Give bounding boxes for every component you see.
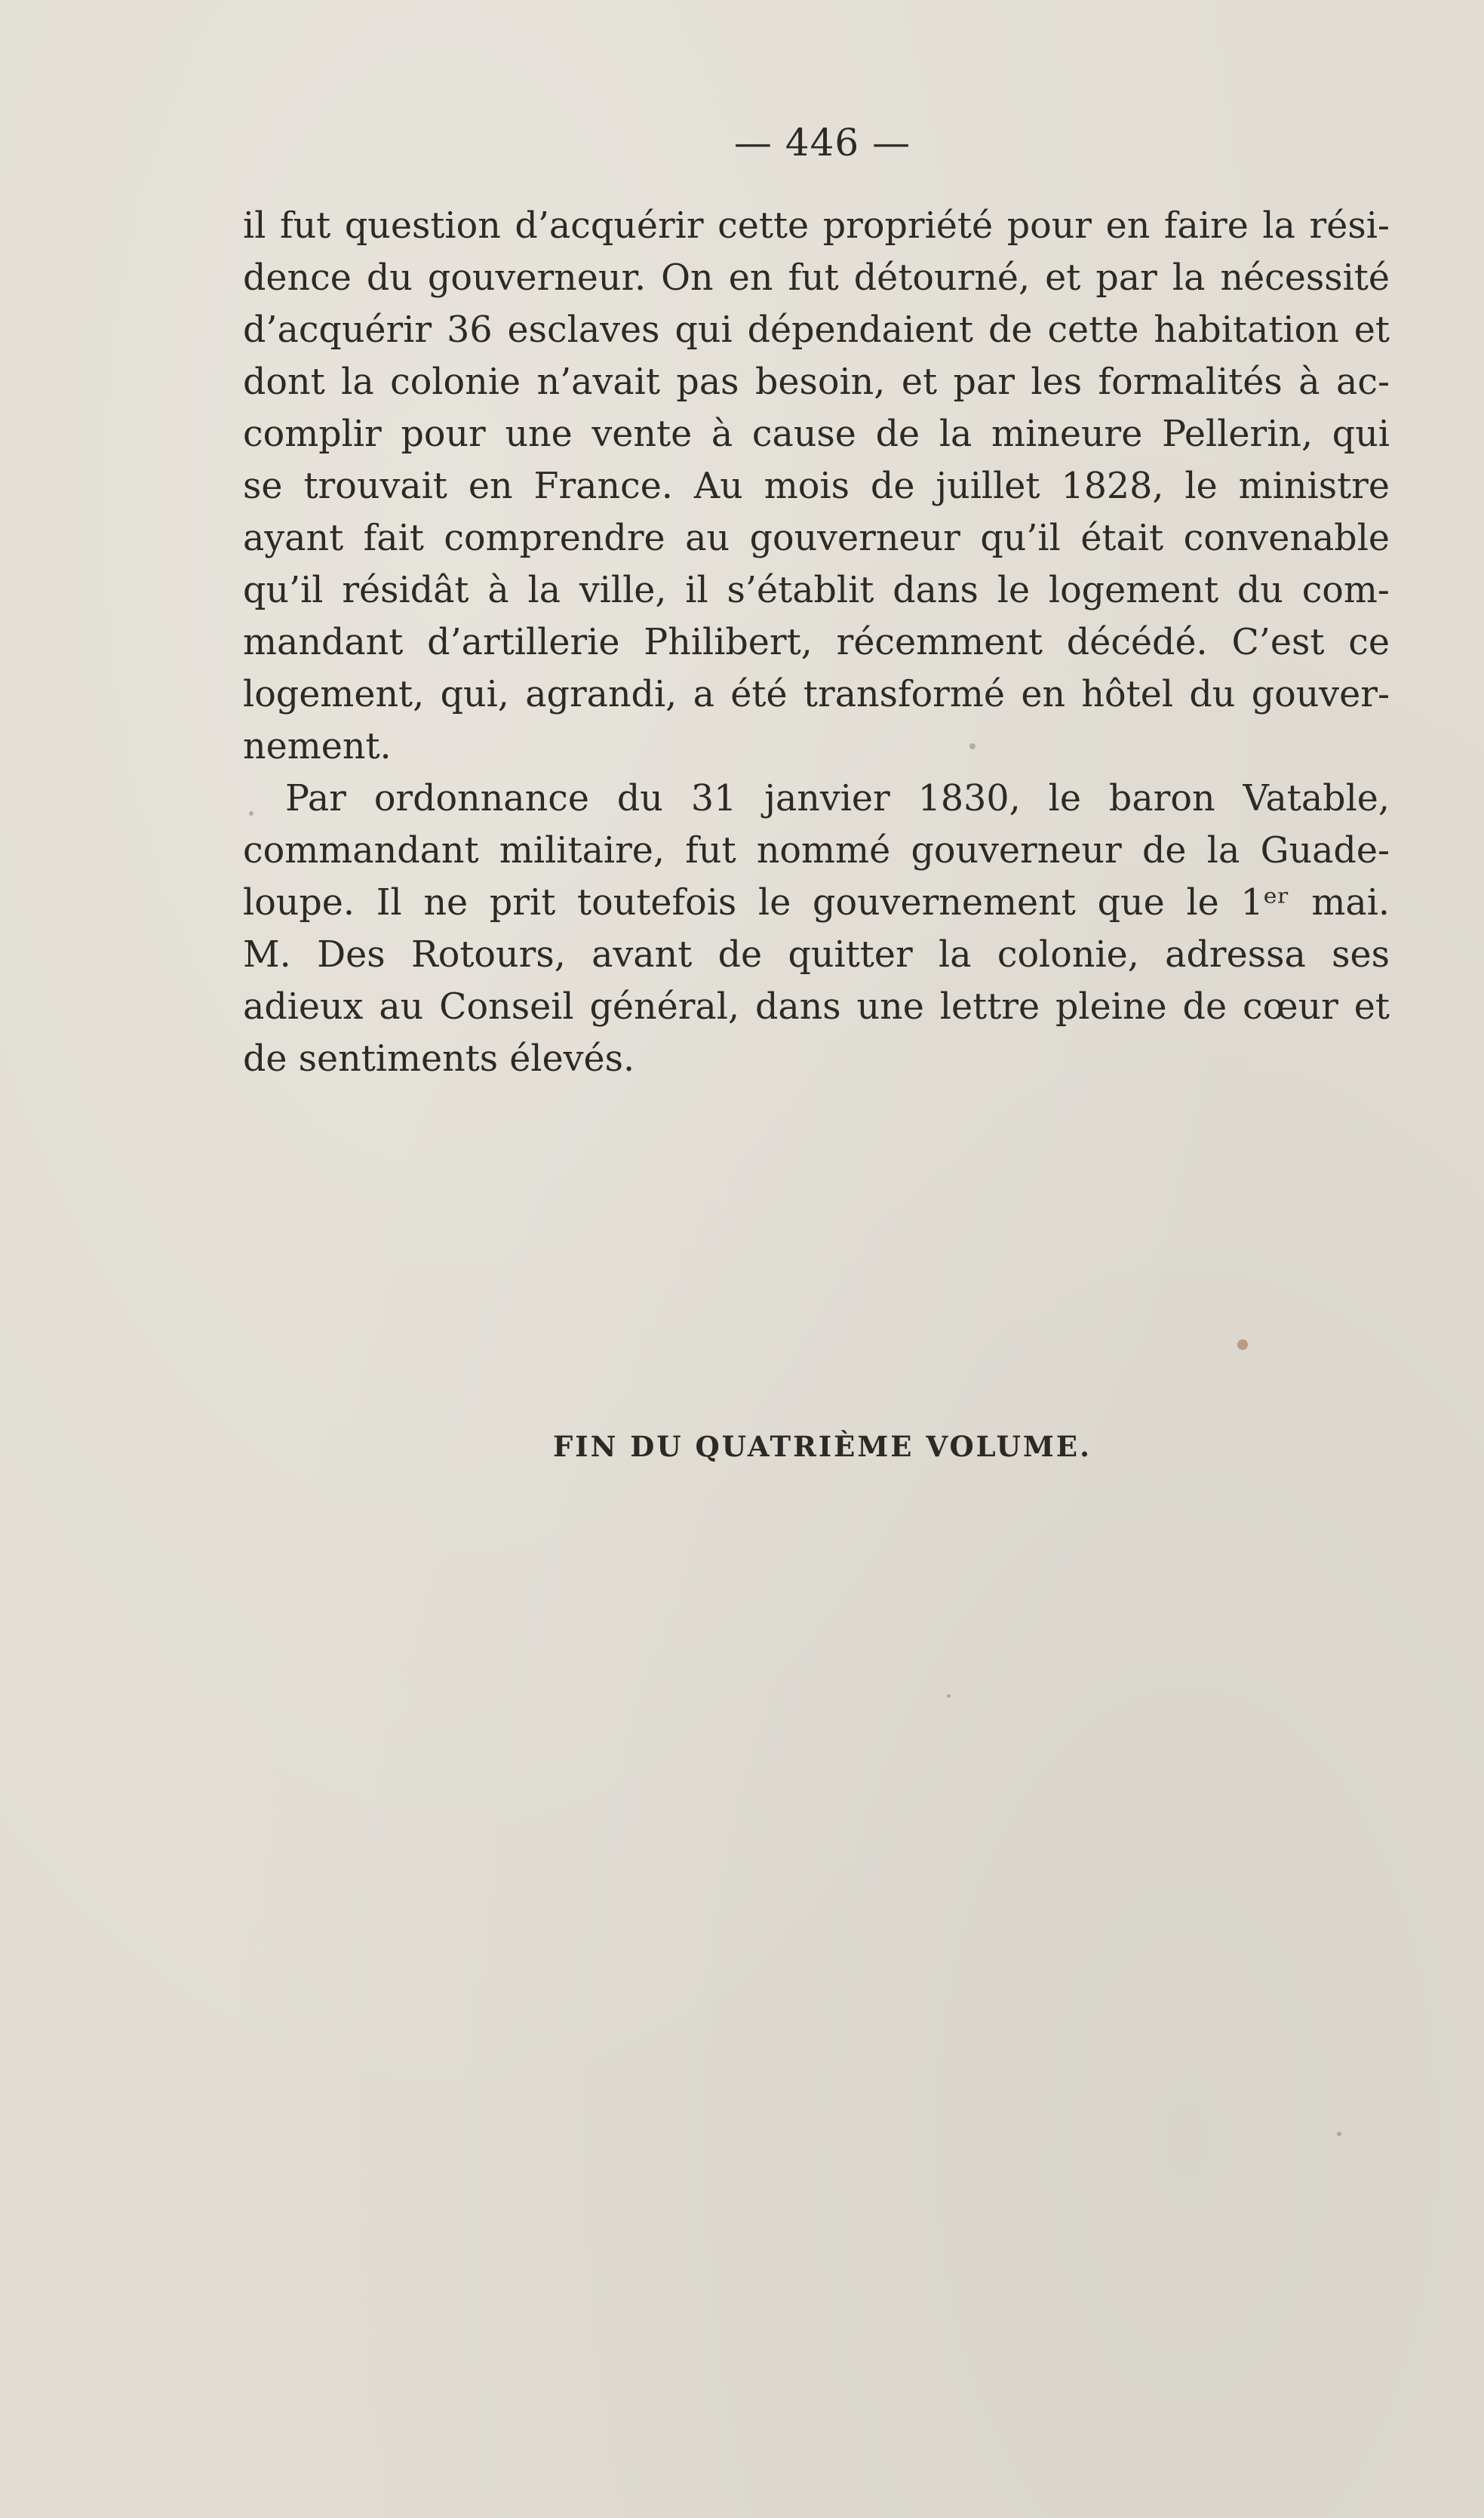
paper-speck: [1237, 1339, 1248, 1350]
paragraph-1: [243, 200, 1390, 773]
closing-line: FIN DU QUATRIÈME VOLUME.: [553, 1430, 1092, 1463]
paper-speck: [947, 1694, 951, 1698]
paper-speck: [969, 743, 976, 749]
text-line: qu’il résidât à la ville, il s’établit dans le logement du com-: [243, 570, 1390, 611]
text-line: il fut question d’acquérir cette propriété pour en faire la rési-: [243, 205, 1390, 247]
text-line: mandant d’artillerie Philibert, récemment décédé. C’est ce: [243, 622, 1390, 663]
text-line: dont la colonie n’avait pas besoin, et par les formalités à ac-: [243, 361, 1390, 403]
text-line: nement.: [243, 726, 392, 767]
text-line: d’acquérir 36 esclaves qui dépendaient de cette habitation et: [243, 309, 1390, 351]
text-line: logement, qui, agrandi, a été transformé en hôtel du gouver-: [243, 674, 1390, 715]
text-line: de sentiments élevés.: [243, 1038, 635, 1080]
text-line: commandant militaire, fut nommé gouverneur de la Guade-: [243, 830, 1390, 872]
text-line: M. Des Rotours, avant de quitter la colonie, adressa ses: [243, 934, 1390, 976]
body-text: [243, 200, 1390, 1085]
text-line: se trouvait en France. Au mois de juillet 1828, le ministre: [243, 466, 1390, 507]
text-line: complir pour une vente à cause de la mineure Pellerin, qui: [243, 414, 1390, 455]
text-line: adieux au Conseil général, dans une lettre pleine de cœur et: [243, 986, 1390, 1028]
text-line: dence du gouverneur. On en fut détourné, et par la nécessité: [243, 257, 1390, 299]
text-line: Par ordonnance du 31 janvier 1830, le baron Vatable,: [285, 778, 1390, 819]
paragraph-2: [243, 773, 1390, 1085]
paper-speck: [249, 811, 253, 816]
page-number: — 446 —: [733, 121, 911, 164]
text-line: loupe. Il ne prit toutefois le gouvernement que le 1ᵉʳ mai.: [243, 882, 1390, 924]
paper-speck: [1337, 2132, 1341, 2136]
text-line: ayant fait comprendre au gouverneur qu’il était convenable: [243, 518, 1390, 559]
